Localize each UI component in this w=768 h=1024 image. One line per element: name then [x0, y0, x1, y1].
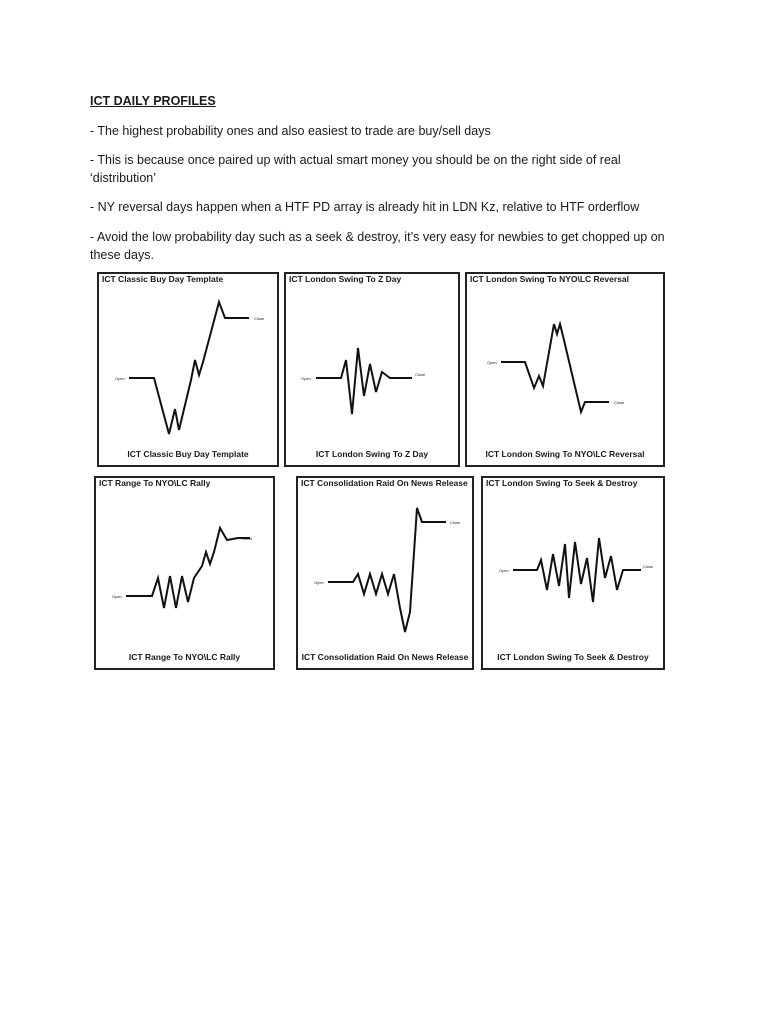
paragraph-seek-destroy: - Avoid the low probability day such as a seek & destroy, it’s very easy for newbies to get chopped up on these days.: [90, 230, 665, 262]
price-path-diagram: [99, 274, 279, 467]
panel-title: ICT Consolidation Raid On News Release: [301, 478, 468, 488]
panel-title: ICT London Swing To Seek & Destroy: [486, 478, 638, 488]
price-path-diagram: [286, 274, 460, 467]
panel-title: ICT Classic Buy Day Template: [102, 274, 224, 284]
profile-panel-london-swing-reversal: [465, 272, 665, 467]
close-label: Close: [450, 520, 461, 525]
price-path-diagram: [298, 478, 474, 670]
open-label: Open: [487, 360, 497, 365]
profile-panel-seek-destroy: [481, 476, 665, 670]
open-label: Open: [112, 594, 122, 599]
price-path-diagram: [96, 478, 275, 670]
profile-panel-london-swing-z-day: [284, 272, 460, 467]
profile-panel-classic-buy-day: [97, 272, 279, 467]
close-label: Close: [643, 564, 654, 569]
paragraph-distribution: - This is because once paired up with actual smart money you should be on the right side of real ‘distribution’: [90, 153, 621, 185]
close-label: Close: [415, 372, 426, 377]
panel-caption: ICT London Swing To Seek & Destroy: [497, 652, 649, 662]
panel-caption: ICT London Swing To Z Day: [315, 449, 429, 459]
price-path-diagram: [467, 274, 665, 467]
open-label: Open: [115, 376, 125, 381]
panel-title: ICT London Swing To Z Day: [289, 274, 402, 284]
close-label: Close: [254, 316, 265, 321]
panel-caption: ICT Range To NYO\LC Rally: [128, 652, 241, 662]
profile-panel-consolidation-raid: [296, 476, 474, 670]
document-heading: ICT DAILY PROFILES: [90, 94, 216, 108]
panel-caption: ICT London Swing To NYO\LC Reversal: [485, 449, 645, 459]
open-label: Open: [301, 376, 311, 381]
paragraph-buy-sell-days: - The highest probability ones and also easiest to trade are buy/sell days: [90, 124, 491, 138]
paragraph-ny-reversal: - NY reversal days happen when a HTF PD array is already hit in LDN Kz, relative to HTF orderflow: [90, 200, 640, 214]
panel-title: ICT Range To NYO\LC Rally: [99, 478, 211, 488]
panel-caption: ICT Consolidation Raid On News Release: [301, 652, 469, 662]
panel-caption: ICT Classic Buy Day Template: [127, 449, 249, 459]
price-path-diagram: [483, 478, 665, 670]
close-label: Close: [242, 536, 253, 541]
close-label: Close: [614, 400, 625, 405]
profile-panel-range-rally: [94, 476, 275, 670]
open-label: Open: [314, 580, 324, 585]
panel-title: ICT London Swing To NYO\LC Reversal: [470, 274, 629, 284]
open-label: Open: [499, 568, 509, 573]
